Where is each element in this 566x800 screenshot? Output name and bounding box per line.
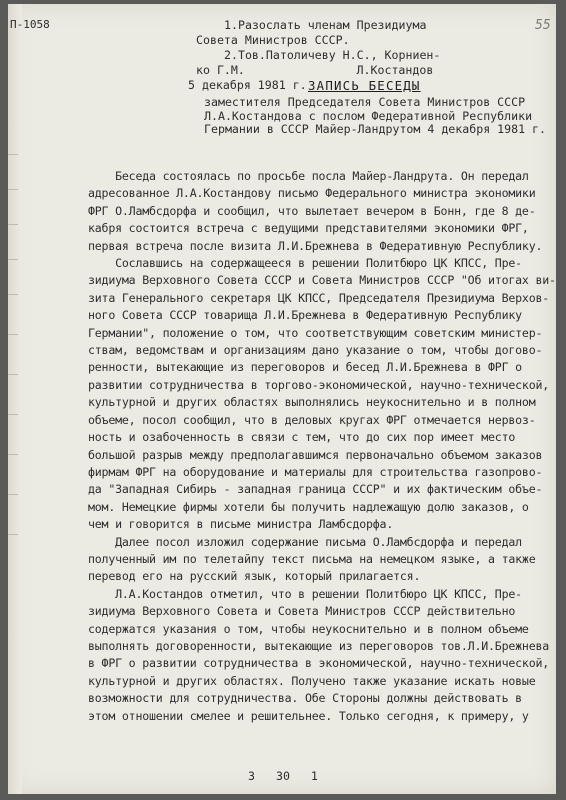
body-paragraph (88, 534, 552, 586)
body-line: культурной и других областях выполнялись неукоснительно и в полном (88, 395, 536, 410)
body-line: мом. Немецкие фирмы хотели бы получить надлежащую долю заказов, о (88, 499, 529, 514)
document-subtitle (204, 96, 546, 137)
body-line: Германии", положение о том, что соответствующим советским министер- (88, 325, 543, 340)
body-line: кабря состоится встреча с ведущими представителями экономики ФРГ, (88, 221, 529, 236)
body-line: первая встреча после визита Л.И.Брежнева в Федеративную Республику. (88, 238, 543, 253)
subtitle-line: Л.А.Костандова с послом Федеративной Республики (204, 108, 533, 123)
body-line: зита Генерального секретаря ЦК КПСС, Председателя Президиума Верхов- (88, 290, 550, 305)
body-line: зидиума Верховного Совета СССР и Совета Министров СССР "Об итогах ви- (88, 273, 556, 288)
body-paragraph (88, 586, 552, 725)
body-line: фирмам ФРГ на оборудование и материалы для строительства газопрово- (88, 464, 543, 479)
body-line: этом отношении смелее и решительнее. Только сегодня, к примеру, у (88, 708, 529, 723)
document-page (8, 4, 556, 794)
body-line: зидиума Верховного Совета и Совета Министров СССР действительно (88, 604, 516, 619)
body-line: да "Западная Сибирь - западная граница СССР" и их фактическим объе- (88, 482, 543, 497)
body-line: Беседа состоялась по просьбе посла Майер-Ландрута. Он передал (88, 169, 529, 183)
body-line: культурной и других областях. Получено также указание искать новые (88, 673, 536, 688)
archive-id: П-1058 (10, 18, 50, 31)
bleed-through-margin (8, 4, 22, 794)
body-line: Л.А.Костандов отметил, что в решении Политбюро ЦК КПСС, Пре- (88, 586, 522, 601)
body-line: полученный им по телетайпу текст письма на немецком языке, а также (88, 551, 536, 566)
body-line: Сославшись на содержащееся в решении Политбюро ЦК КПСС, Пре- (88, 256, 522, 271)
body-line: Далее посол изложил содержание письма О.Ламбсдорфа и передал (88, 534, 522, 549)
body-line: ность и озабоченность в связи с тем, что до сих пор имеет место (88, 430, 516, 445)
body-paragraph (88, 168, 552, 255)
distribution-line: 1.Разослать членам Президиума (224, 18, 427, 32)
distribution-date: 5 декабря 1981 г. (188, 78, 307, 92)
body-paragraph (88, 255, 556, 534)
body-line: развитии сотрудничества в торгово-экономической, научно-технической, (88, 377, 550, 392)
distribution-line: 2.Тов.Патоличеву Н.С., Корниен- (224, 48, 441, 62)
body-line: объеме, посол сообщил, что в деловых кругах ФРГ отмечается нервоз- (88, 412, 536, 427)
body-line: большой разрыв между предполагавшимся первоначально объемом заказов (88, 447, 543, 462)
body-line: ного Совета СССР товарища Л.И.Брежнева в Федеративную Республику (88, 308, 522, 323)
distribution-line: Совета Министров СССР. (196, 33, 350, 47)
body-line: ФРГ О.Ламбсдорфа и сообщил, что вылетает вечером в Бонн, где 8 де- (88, 203, 536, 218)
body-line: адресованное Л.А.Костандову письмо Федерального министра экономики (88, 186, 536, 201)
body-line: в ФРГ о развитии сотрудничества в экономической, научно-технической, (88, 656, 550, 671)
body-line: ренности, вытекающие из переговоров и бесед Л.И.Брежнева в ФРГ о (88, 360, 522, 375)
body-line: возможности для сотрудничества. Обе Стороны должны действовать в (88, 691, 522, 706)
body-line: чем и говорится в письме министра Ламбсдорфа. (88, 517, 394, 532)
body-line: содержатся указания о том, чтобы неукоснительно и в полном объеме (88, 621, 529, 636)
distribution-line: ко Г.М. Л.Костандов (196, 63, 434, 77)
subtitle-line: заместителя Председателя Совета Министров СССР (204, 95, 526, 109)
footer-numbers: 3 30 1 (248, 769, 318, 783)
body-line: перевод его на русский язык, который прилагается. (88, 569, 421, 584)
subtitle-line: Германии в СССР Майер-Ландрутом 4 декабря 1981 г. (204, 122, 547, 136)
document-title: ЗАПИСЬ БЕСЕДЫ (308, 78, 421, 93)
body-line: выполнять договоренности, вытекающие из переговоров тов.Л.И.Брежнева (88, 638, 550, 653)
document-body (88, 168, 556, 725)
body-line: ствам, ведомствам и организациям дано указание о том, чтобы догово- (88, 343, 543, 358)
folio-number: 55 (535, 18, 551, 33)
